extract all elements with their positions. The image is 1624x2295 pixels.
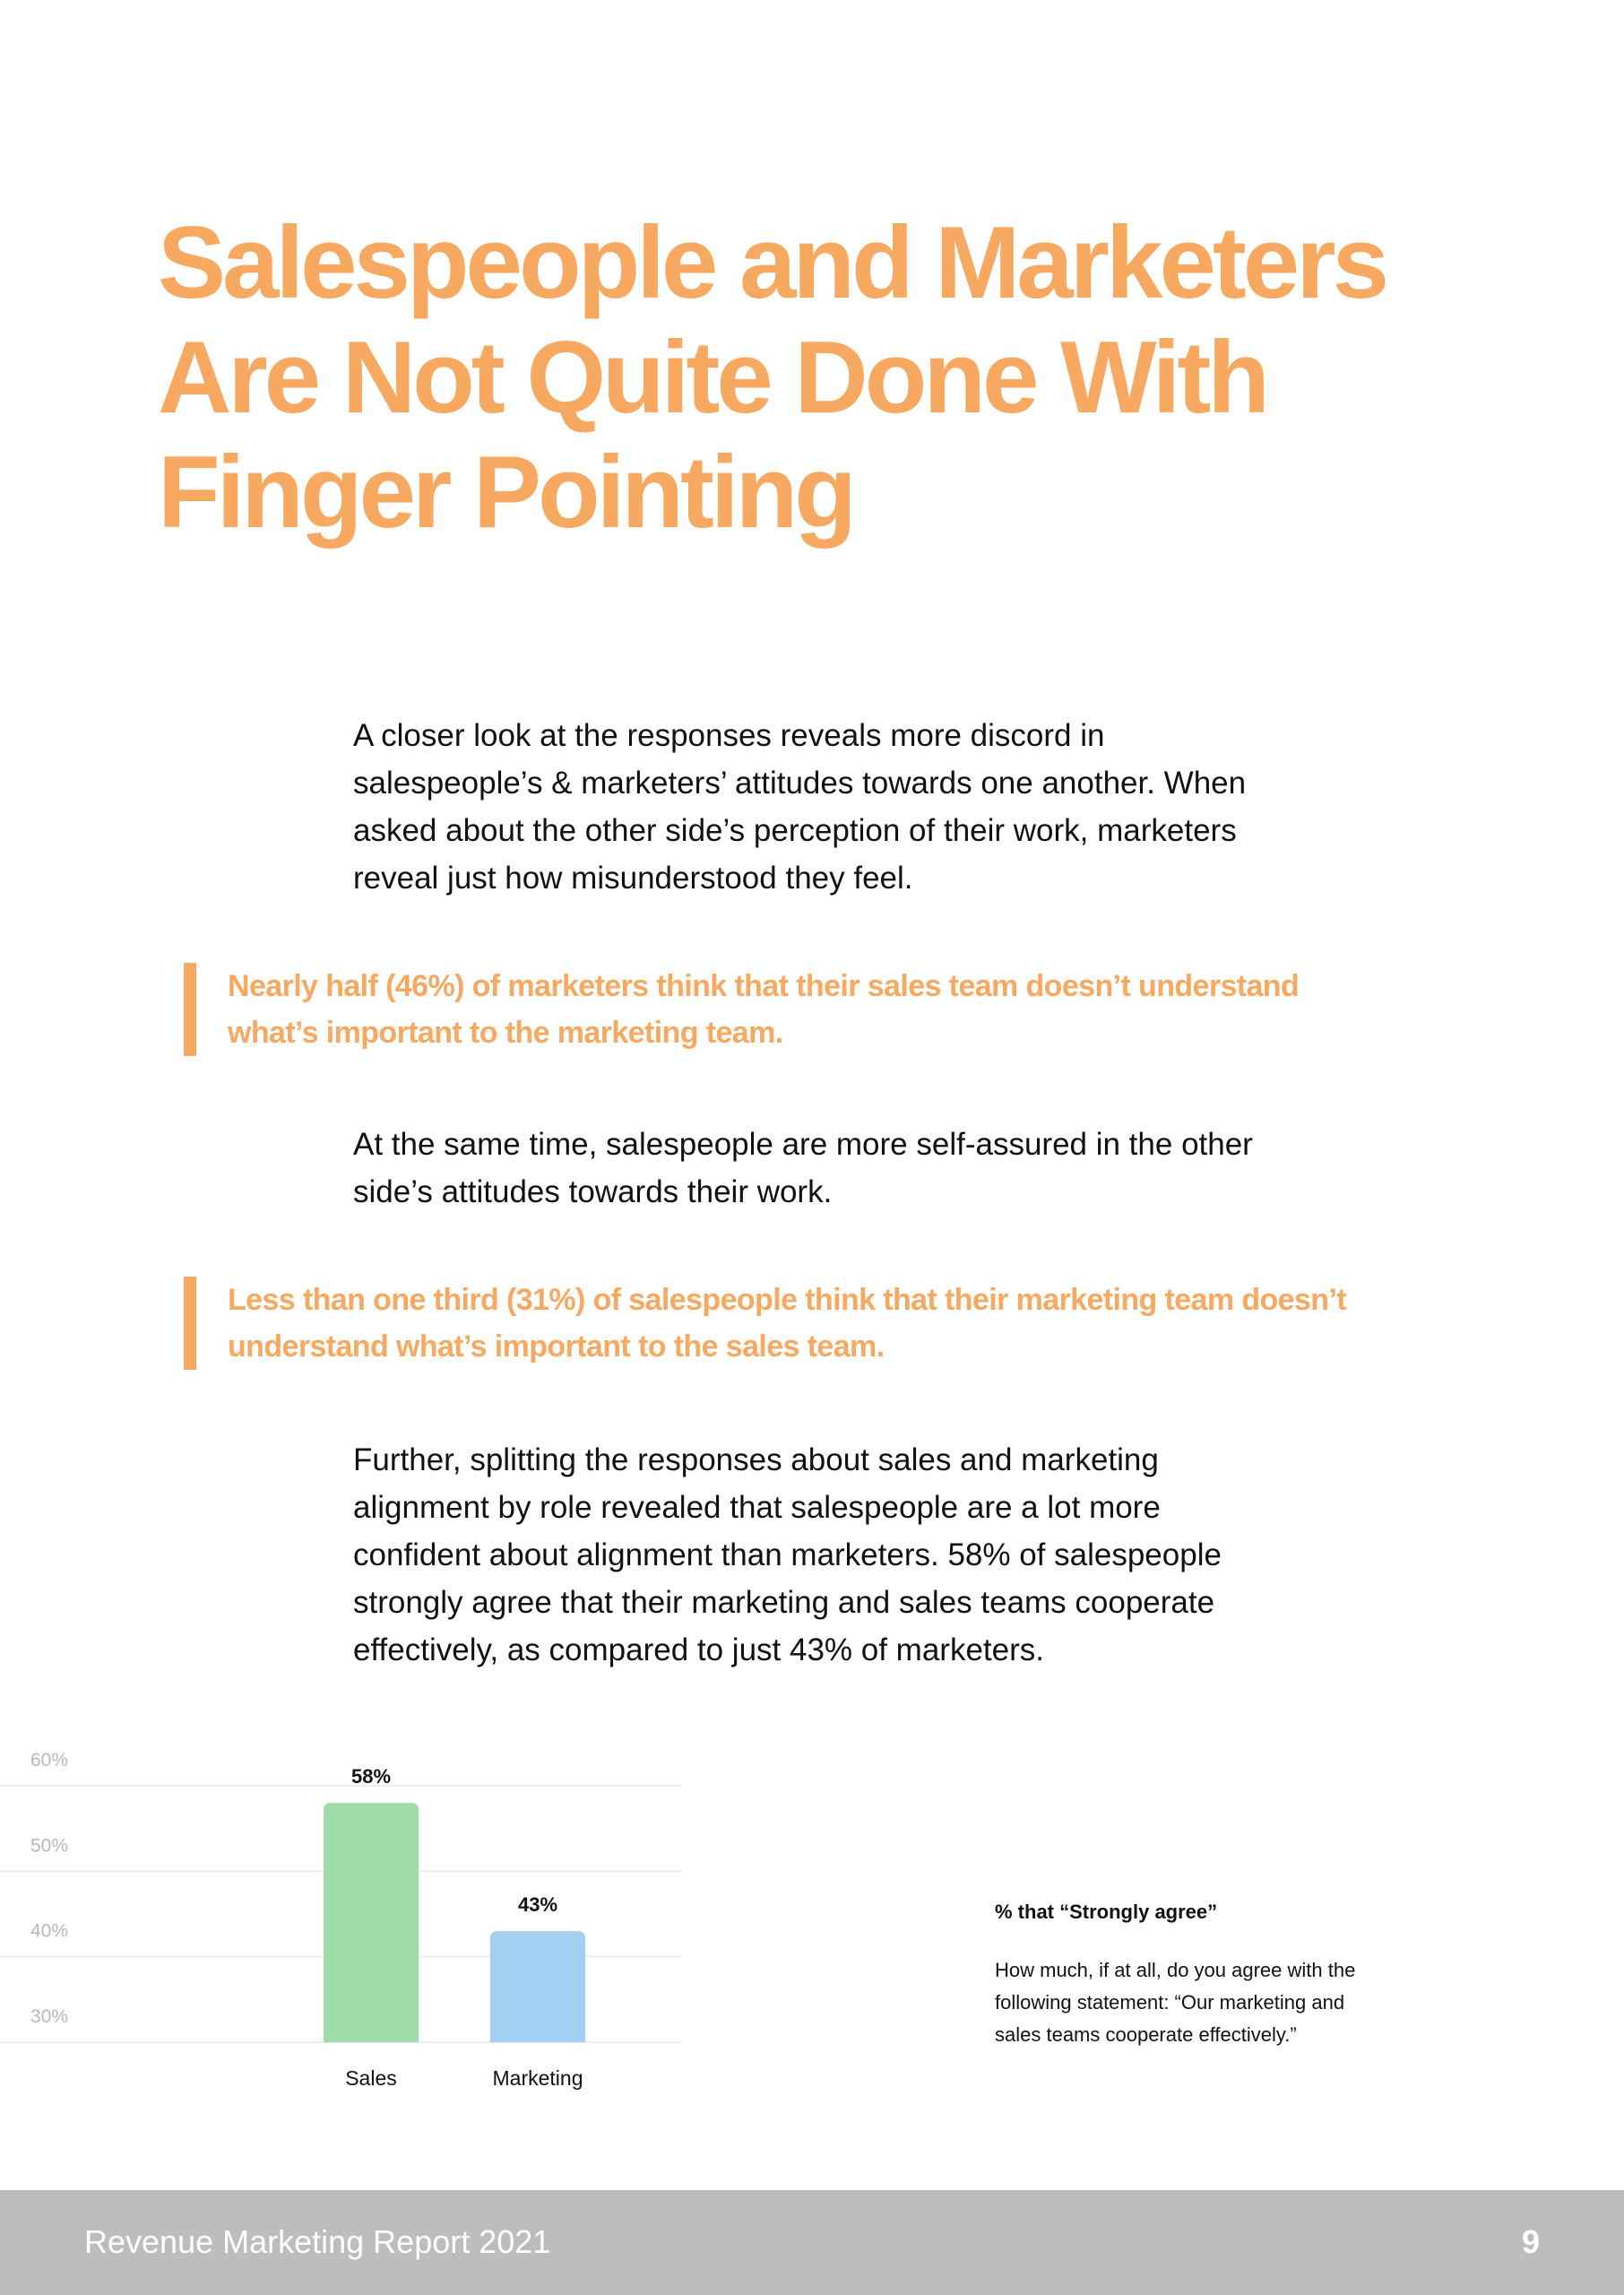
bar-marketing [490, 1931, 585, 2042]
quote-line: Less than one third (31%) of salespeople think that their marketing team doesn’t [228, 1283, 1347, 1317]
bar-chart [0, 1739, 717, 2116]
paragraph-line: effectively, as compared to just 43% of marketers. [353, 1632, 1044, 1667]
alignment-paragraph [353, 1436, 1339, 1674]
pull-quote-salespeople [184, 1277, 1500, 1370]
quote-line: what’s important to the marketing team. [228, 1016, 783, 1050]
paragraph-line: reveal just how misunderstood they feel. [353, 861, 913, 896]
page-footer [0, 2190, 1624, 2295]
y-tick-label: 40% [30, 1920, 69, 1942]
chart-note [995, 1899, 1461, 2051]
data-label: 43% [517, 1893, 558, 1917]
page-title [158, 206, 1556, 550]
paragraph-line: A closer look at the responses reveals more discord in [353, 718, 1105, 753]
quote-line: Nearly half (46%) of marketers think that their sales team doesn’t understand [228, 969, 1300, 1003]
chart-note-line: following statement: “Our marketing and [995, 1991, 1345, 2014]
footer-report-title: Revenue Marketing Report 2021 [84, 2223, 551, 2260]
title-line: Salespeople and Marketers [158, 206, 1386, 320]
y-tick-label: 60% [30, 1750, 69, 1771]
data-label: 58% [350, 1765, 392, 1788]
pull-quote-text [228, 1277, 1500, 1370]
y-tick-label: 30% [30, 2006, 69, 2027]
paragraph-line: salespeople’s & marketers’ attitudes towards one another. When [353, 766, 1247, 801]
paragraph-line: confident about alignment than marketers. 58% of salespeople [353, 1537, 1222, 1572]
title-line: Finger Pointing [158, 436, 853, 550]
x-category-label: Sales [345, 2066, 397, 2090]
y-tick-label: 50% [30, 1835, 69, 1857]
chart-note-line: sales teams cooperate effectively.” [995, 2023, 1297, 2046]
pull-quote-text [228, 963, 1500, 1056]
bar-sales [324, 1803, 419, 2042]
quote-line: understand what’s important to the sales team. [228, 1329, 885, 1364]
page-number: 9 [1521, 2223, 1540, 2260]
chart-note-line: How much, if at all, do you agree with the [995, 1959, 1356, 1981]
pull-quote-marketers [184, 963, 1500, 1056]
paragraph-line: Further, splitting the responses about sales and marketing [353, 1442, 1159, 1477]
middle-paragraph [353, 1121, 1339, 1216]
bar-chart-svg [0, 1739, 717, 2116]
paragraph-line: alignment by role revealed that salespeople are a lot more [353, 1490, 1161, 1525]
paragraph-line: asked about the other side’s perception of their work, marketers [353, 813, 1237, 848]
chart-note-heading: % that “Strongly agree” [995, 1901, 1218, 1923]
title-line: Are Not Quite Done With [158, 321, 1266, 435]
paragraph-line: At the same time, salespeople are more self-assured in the other [353, 1127, 1253, 1162]
chart-note-question [995, 1954, 1461, 2051]
intro-paragraph [353, 712, 1339, 902]
paragraph-line: side’s attitudes towards their work. [353, 1174, 833, 1209]
paragraph-line: strongly agree that their marketing and sales teams cooperate [353, 1585, 1215, 1620]
x-category-label: Marketing [492, 2066, 583, 2090]
